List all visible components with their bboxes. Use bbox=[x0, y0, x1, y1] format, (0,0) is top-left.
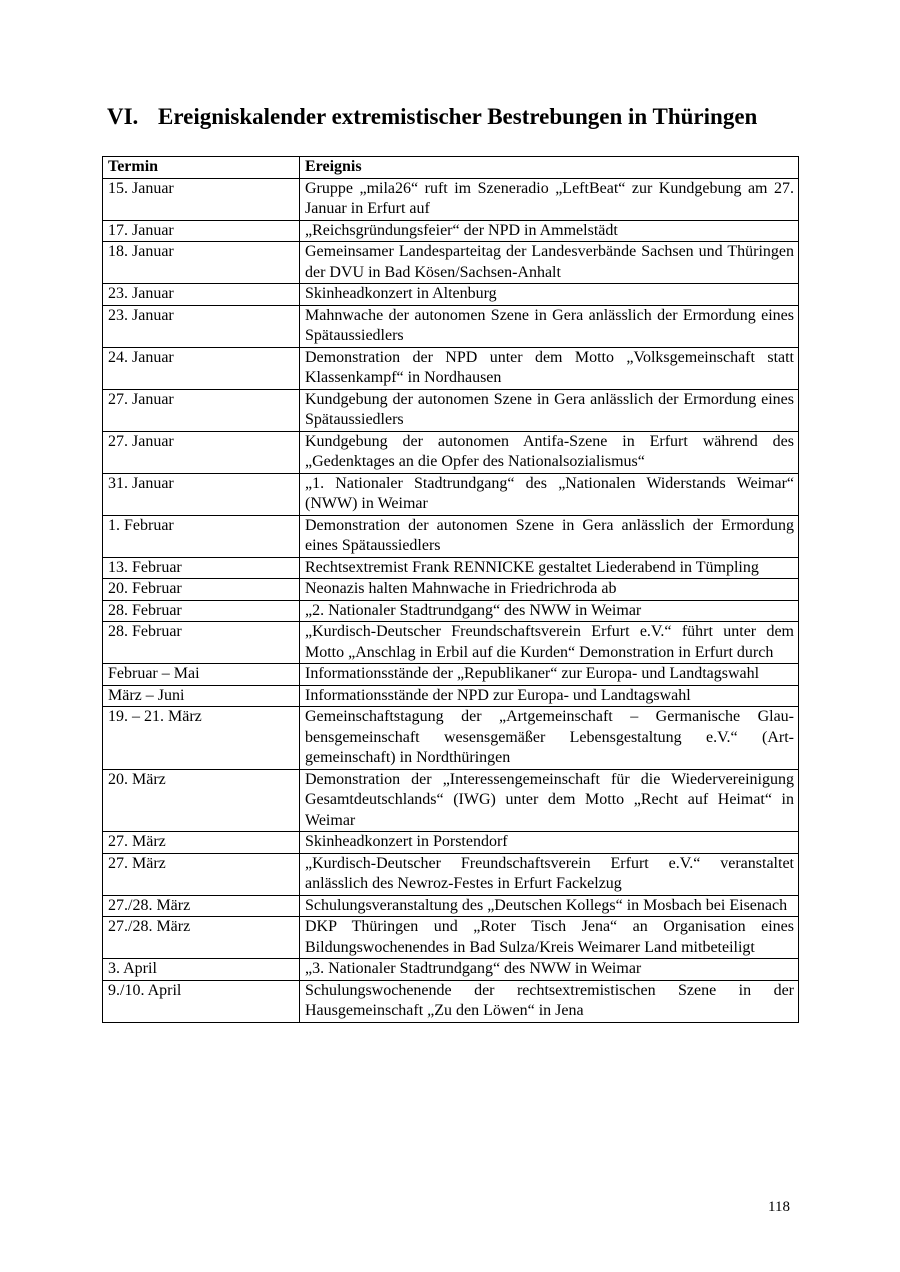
table-row bbox=[103, 853, 799, 895]
table-row bbox=[103, 220, 799, 242]
event-date: 27. Januar bbox=[103, 431, 300, 473]
event-description: „1. Nationaler Stadtrundgang“ des „Nationalen Widerstands Weimar“ (NWW) in Weimar bbox=[300, 473, 799, 515]
table-body bbox=[103, 178, 799, 1022]
table-header-row bbox=[103, 157, 799, 179]
event-description: Rechtsextremist Frank RENNICKE gestaltet Liederabend in Tümpling bbox=[300, 557, 799, 579]
table-row bbox=[103, 347, 799, 389]
event-date: März – Juni bbox=[103, 685, 300, 707]
column-header-termin: Termin bbox=[103, 157, 300, 179]
section-title: Ereigniskalender extremistischer Bestrebungen in Thüringen bbox=[158, 104, 758, 129]
event-calendar-table bbox=[102, 156, 799, 1023]
event-date: 17. Januar bbox=[103, 220, 300, 242]
page-number: 118 bbox=[768, 1199, 790, 1215]
table-row bbox=[103, 707, 799, 770]
table-row bbox=[103, 895, 799, 917]
event-description: Gruppe „mila26“ ruft im Szeneradio „LeftBeat“ zur Kundgebung am 27. Januar in Erfurt auf bbox=[300, 178, 799, 220]
event-description: DKP Thüringen und „Roter Tisch Jena“ an Organisation eines Bildungswochenendes in Bad Sulza/Kreis Weimarer Land mitbeteiligt bbox=[300, 917, 799, 959]
event-date: 19. – 21. März bbox=[103, 707, 300, 770]
event-description: „3. Nationaler Stadtrundgang“ des NWW in Weimar bbox=[300, 959, 799, 981]
event-description: Skinheadkonzert in Altenburg bbox=[300, 284, 799, 306]
event-date: 3. April bbox=[103, 959, 300, 981]
event-date: 23. Januar bbox=[103, 284, 300, 306]
event-description: Schulungswochenende der rechtsextremistischen Szene in der Hausgemeinschaft „Zu den Löwen“ in Jena bbox=[300, 980, 799, 1022]
table-row bbox=[103, 579, 799, 601]
event-description: Kundgebung der autonomen Antifa-Szene in Erfurt während des „Gedenktages an die Opfer des Nationalsozialismus“ bbox=[300, 431, 799, 473]
table-row bbox=[103, 305, 799, 347]
event-date: 9./10. April bbox=[103, 980, 300, 1022]
event-date: 27. März bbox=[103, 832, 300, 854]
table-row bbox=[103, 242, 799, 284]
event-date: 31. Januar bbox=[103, 473, 300, 515]
event-description: Informationsstände der NPD zur Europa- und Landtagswahl bbox=[300, 685, 799, 707]
event-date: 27. Januar bbox=[103, 389, 300, 431]
event-description: Gemeinsamer Landesparteitag der Landesverbände Sachsen und Thüringen der DVU in Bad Kösen/Sachsen-Anhalt bbox=[300, 242, 799, 284]
event-date: 15. Januar bbox=[103, 178, 300, 220]
event-date: 1. Februar bbox=[103, 515, 300, 557]
table-row bbox=[103, 389, 799, 431]
table-row bbox=[103, 557, 799, 579]
table-row bbox=[103, 959, 799, 981]
event-date: 20. März bbox=[103, 769, 300, 832]
event-date: 24. Januar bbox=[103, 347, 300, 389]
table-row bbox=[103, 685, 799, 707]
table-row bbox=[103, 917, 799, 959]
event-description: Mahnwache der autonomen Szene in Gera anlässlich der Ermordung eines Spätaussiedlers bbox=[300, 305, 799, 347]
page-title bbox=[107, 104, 757, 130]
event-description: „Reichsgründungsfeier“ der NPD in Ammelstädt bbox=[300, 220, 799, 242]
event-date: Februar – Mai bbox=[103, 664, 300, 686]
event-description: „2. Nationaler Stadtrundgang“ des NWW in Weimar bbox=[300, 600, 799, 622]
table-row bbox=[103, 600, 799, 622]
event-date: 18. Januar bbox=[103, 242, 300, 284]
event-description: Kundgebung der autonomen Szene in Gera anlässlich der Ermordung eines Spätaussiedlers bbox=[300, 389, 799, 431]
event-description: „Kurdisch-Deutscher Freundschaftsverein Erfurt e.V.“ führt unter dem Motto „Anschlag in Erbil auf die Kurden“ Demonstration in Erfurt durch bbox=[300, 622, 799, 664]
table-row bbox=[103, 769, 799, 832]
table-row bbox=[103, 431, 799, 473]
event-date: 28. Februar bbox=[103, 622, 300, 664]
event-date: 28. Februar bbox=[103, 600, 300, 622]
event-description: Demonstration der NPD unter dem Motto „Volksgemeinschaft statt Klassenkampf“ in Nordhausen bbox=[300, 347, 799, 389]
table-row bbox=[103, 284, 799, 306]
event-description: Demonstration der autonomen Szene in Gera anlässlich der Ermordung eines Spätaussiedlers bbox=[300, 515, 799, 557]
event-description: Gemeinschaftstagung der „Artgemeinschaft – Germanische Glaubensgemeinschaft wesensgemäßer Lebensgestaltung e.V.“ (Artgemeinschaft) in Nordthüringen bbox=[300, 707, 799, 770]
table-row bbox=[103, 664, 799, 686]
event-description: „Kurdisch-Deutscher Freundschaftsverein Erfurt e.V.“ veranstaltet anlässlich des Newroz-Festes in Erfurt Fackelzug bbox=[300, 853, 799, 895]
event-date: 23. Januar bbox=[103, 305, 300, 347]
table-row bbox=[103, 515, 799, 557]
event-description: Demonstration der „Interessengemeinschaft für die Wiedervereinigung Gesamtdeutschlands“ (IWG) unter dem Motto „Recht auf Heimat“ in Weimar bbox=[300, 769, 799, 832]
table-row bbox=[103, 980, 799, 1022]
section-number: VI. bbox=[107, 104, 139, 129]
table-row bbox=[103, 622, 799, 664]
event-description: Skinheadkonzert in Porstendorf bbox=[300, 832, 799, 854]
table-row bbox=[103, 473, 799, 515]
event-description: Informationsstände der „Republikaner“ zur Europa- und Landtagswahl bbox=[300, 664, 799, 686]
table-row bbox=[103, 178, 799, 220]
event-description: Schulungsveranstaltung des „Deutschen Kollegs“ in Mosbach bei Eisenach bbox=[300, 895, 799, 917]
table-row bbox=[103, 832, 799, 854]
event-date: 20. Februar bbox=[103, 579, 300, 601]
event-date: 27./28. März bbox=[103, 895, 300, 917]
event-date: 13. Februar bbox=[103, 557, 300, 579]
event-date: 27. März bbox=[103, 853, 300, 895]
column-header-ereignis: Ereignis bbox=[300, 157, 799, 179]
event-description: Neonazis halten Mahnwache in Friedrichroda ab bbox=[300, 579, 799, 601]
event-date: 27./28. März bbox=[103, 917, 300, 959]
